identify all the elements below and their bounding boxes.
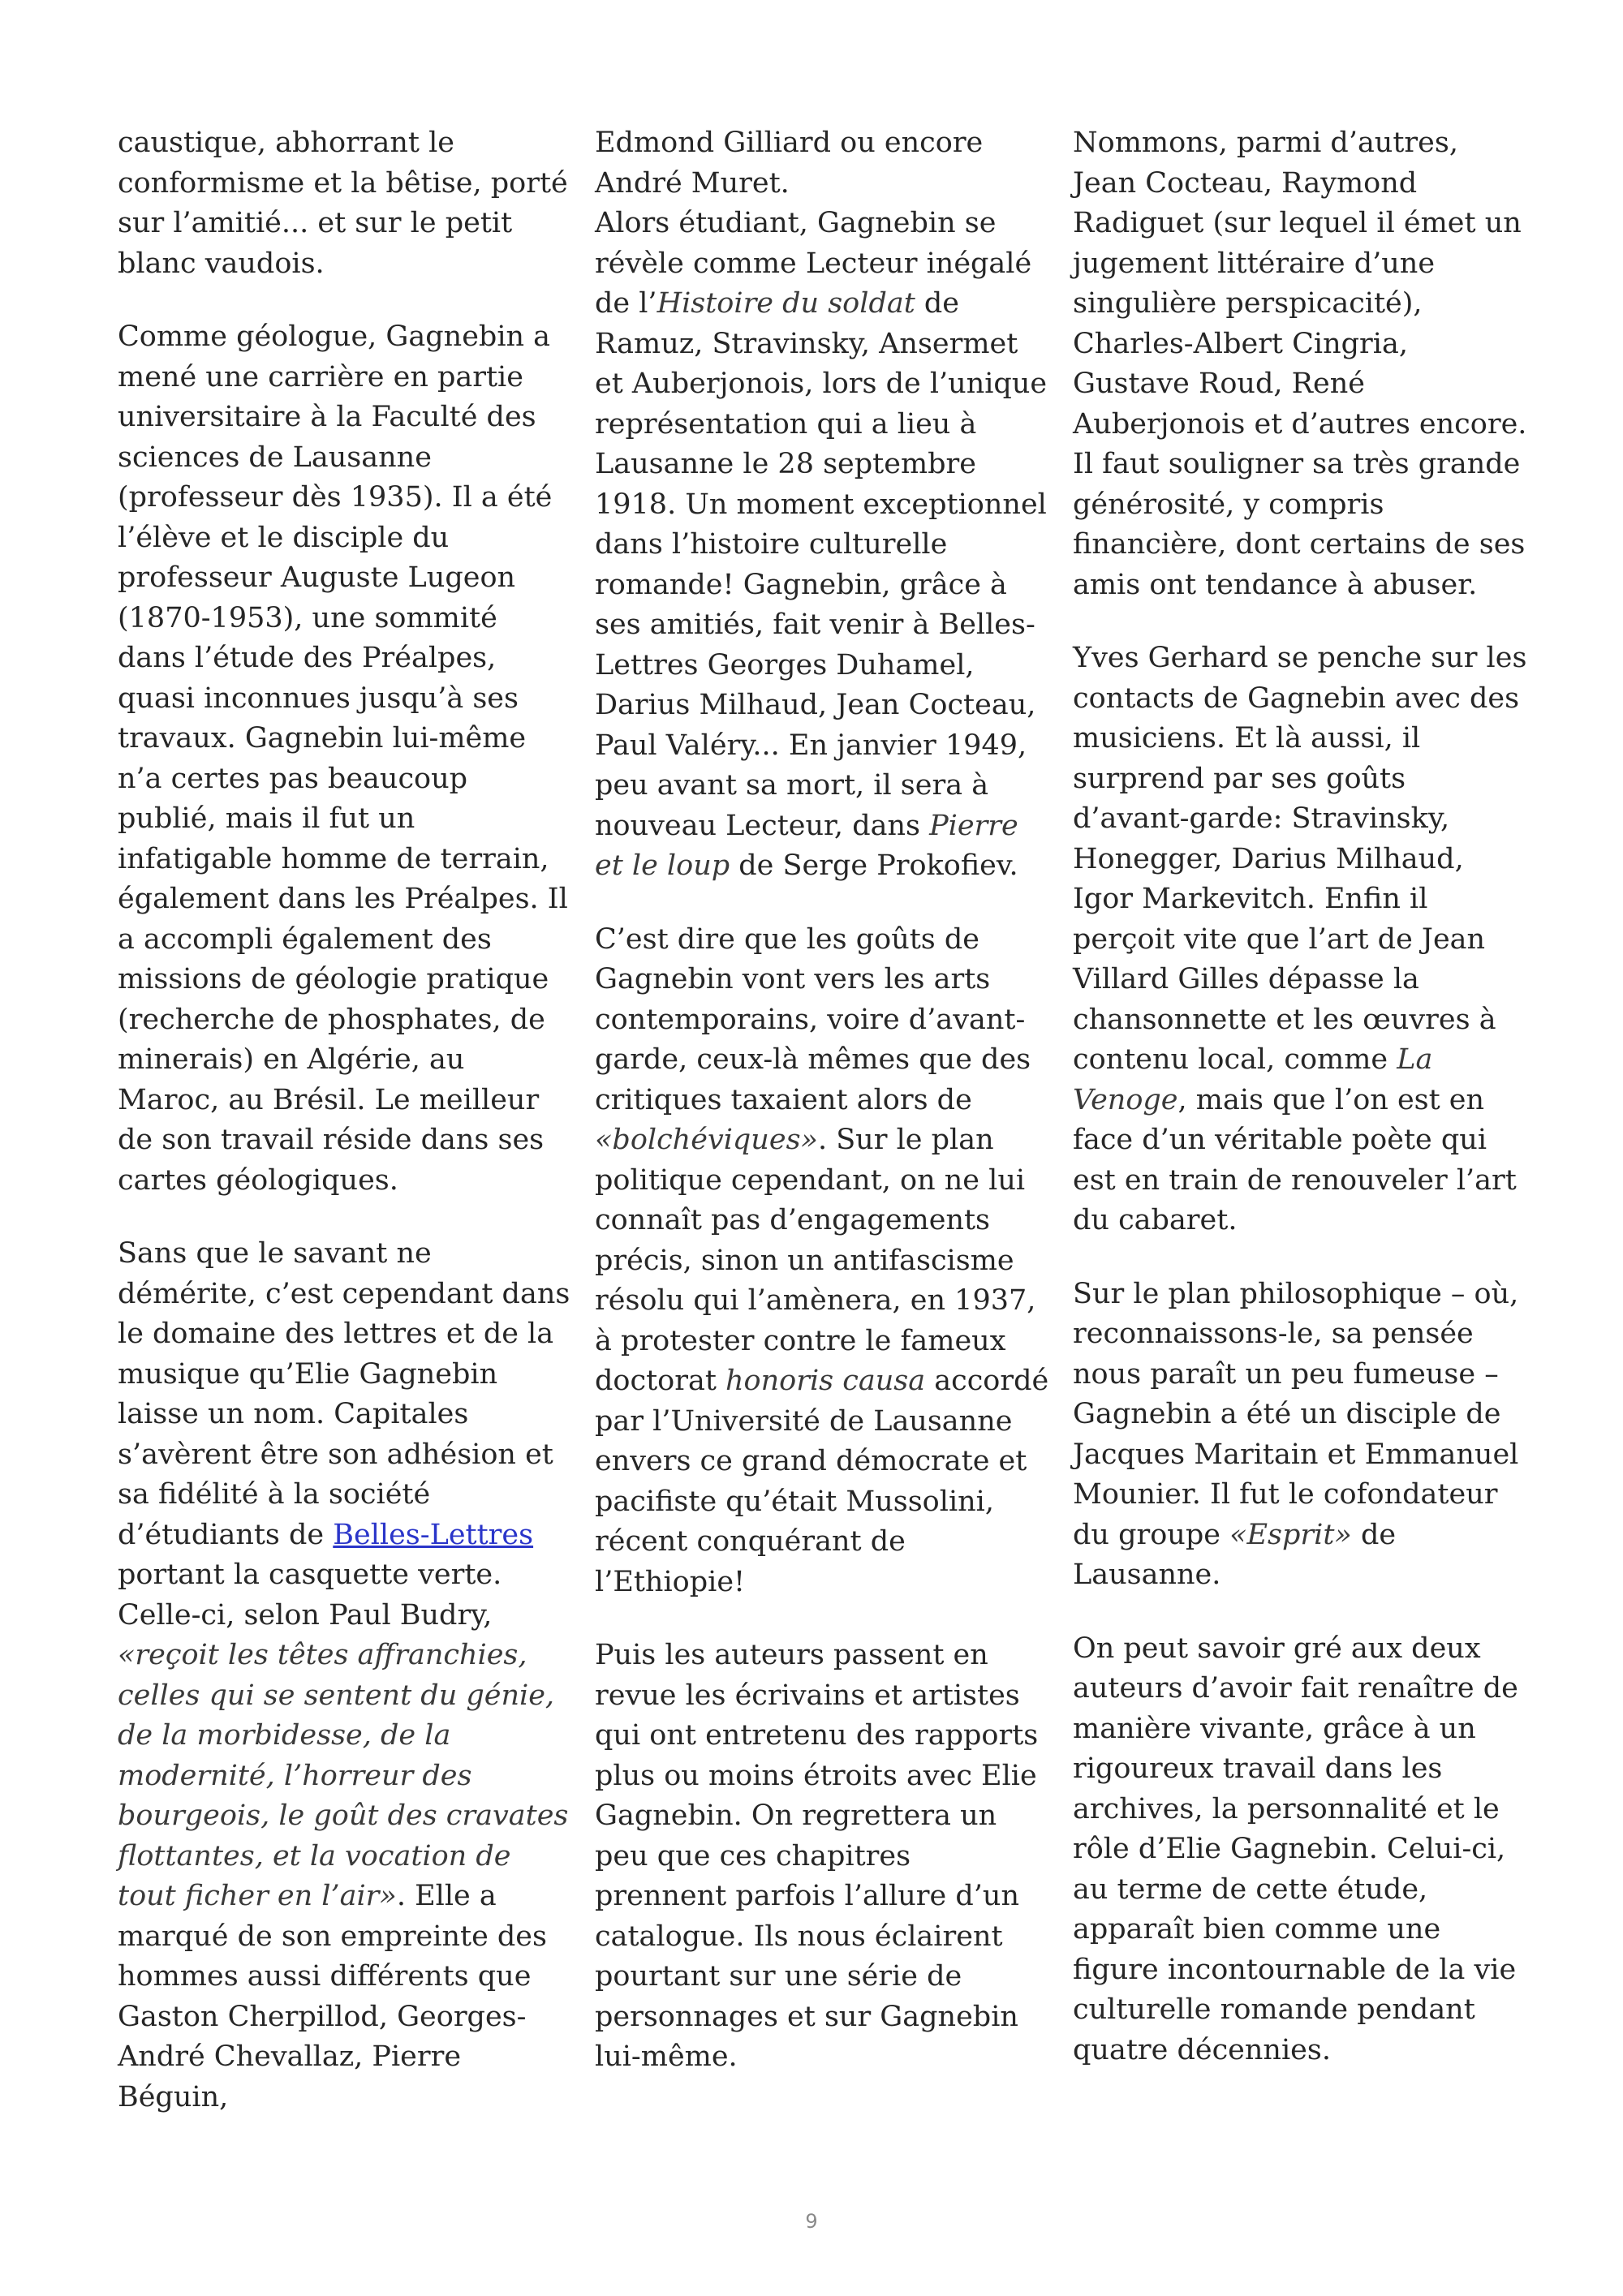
belles-lettres-link[interactable]: Belles-Lettres [333,1518,534,1551]
text-column-1 [118,123,572,2151]
text-run: , mais que l’on est en face d’un véritable poète qui est en train de renouveler l’art du cabaret. [1073,1083,1517,1236]
text-run: Nommons, parmi d’autres, Jean Cocteau, Raymond Radiguet (sur lequel il émet un jugement littéraire d’une singulière perspicacité), Charles-Albert Cingria, Gustave Roud, René Auberjonois et d’autres encore. Il faut souligner sa très grande générosité, y compris financière, dont certains de ses amis ont tendance à abuser. [1073,127,1527,601]
text-run: Sur le plan philosophique – où, reconnaissons-le, sa pensée nous paraît un peu fumeuse – Gagnebin a été un disciple de Jacques Maritain et Emmanuel Mounier. Il fut le cofondateur du groupe [1073,1277,1519,1551]
text-column-3 [1073,123,1527,2104]
text-run: caustique, abhorrant le conformisme et la bêtise, porté sur l’amitié... et sur le petit blanc vaudois. [118,127,568,280]
text-run: . Sur le plan politique cependant, on ne lui connaît pas d’engagements précis, sinon un antifascisme résolu qui l’amènera, en 1937, à protester contre le fameux doctorat [595,1124,1036,1397]
italic-text: «Esprit» [1229,1518,1352,1551]
text-run: de Serge Prokofiev. [730,849,1018,882]
italic-text: La Venoge [1073,1043,1433,1116]
italic-text: honoris causa [725,1365,926,1397]
italic-text: «bolchéviques» [595,1124,818,1156]
paragraph [1073,638,1527,1241]
text-run: Sans que le savant ne démérite, c’est cependant dans le domaine des lettres et de la musique qu’Elie Gagnebin laisse un nom. Capitales s’avèrent être son adhésion et sa fidélité à la société d’étudiants de [118,1237,570,1551]
paragraph [1073,123,1527,605]
paragraph [1073,1629,1527,2071]
text-run: C’est dire que les goûts de Gagnebin vont vers les arts contemporains, voire d’avant-garde, ceux-là mêmes que des critiques taxaient alors de [595,922,1031,1116]
paragraph [595,204,1049,887]
text-run: Comme géologue, Gagnebin a mené une carrière en partie universitaire à la Faculté des sciences de Lausanne (professeur dès 1935). Il a été l’élève et le disciple du professeur Auguste Lugeon (1870-1953), une sommité dans l’étude des Préalpes, quasi inconnues jusqu’à ses travaux. Gagnebin lui-même n’a certes pas beaucoup publié, mais il fut un infatigable homme de terrain, également dans les Préalpes. Il a accompli également des missions de géologie pratique (recherche de phosphates, de minerais) en Algérie, au Maroc, au Brésil. Le meilleur de son travail réside dans ses cartes géologiques. [118,320,568,1197]
paragraph [595,920,1049,1603]
text-run: Puis les auteurs passent en revue les écrivains et artistes qui ont entretenu des rapports plus ou moins étroits avec Elie Gagnebin. On regrettera un peu que ces chapitres prennent parfois l’allure d’un catalogue. Ils nous éclairent pourtant sur une série de personnages et sur Gagnebin lui-même. [595,1639,1039,2073]
italic-text: Pierre et le loup [595,809,1018,882]
text-run: portant la casquette verte. Celle-ci, selon Paul Budry, [118,1559,502,1632]
page-number: 9 [805,2210,818,2233]
text-run: Yves Gerhard se penche sur les contacts de Gagnebin avec des musiciens. Et là aussi, il surprend par ses goûts d’avant-garde: Stravinsky, Honegger, Darius Milhaud, Igor Markevitch. Enfin il perçoit vite que l’art de Jean Villard Gilles dépasse la chansonnette et les œuvres à contenu local, comme [1073,642,1527,1076]
text-run: Edmond Gilliard ou encore André Muret. [595,127,984,200]
text-run: . Elle a marqué de son empreinte des hommes aussi différents que Gaston Cherpillod, Georges-André Chevallaz, Pierre Béguin, [118,1880,547,2113]
text-run: Alors étudiant, Gagnebin se révèle comme Lecteur inégalé de l’ [595,207,1032,320]
text-column-2 [595,123,1049,2111]
paragraph [118,317,572,1201]
paragraph [595,1636,1049,2078]
paragraph [118,1234,572,2118]
italic-text: «reçoit les têtes affranchies, celles qui se sentent du génie, de la morbidesse, de la modernité, l’horreur des bourgeois, le goût des cravates flottantes, et la vocation de tout ficher en l’air» [118,1639,569,1912]
text-run: On peut savoir gré aux deux auteurs d’avoir fait renaître de manière vivante, grâce à un rigoureux travail dans les archives, la personnalité et le rôle d’Elie Gagnebin. Celui-ci, au terme de cette étude, apparaît bien comme une figure incontournable de la vie culturelle romande pendant quatre décennies. [1073,1632,1518,2066]
paragraph [118,123,572,284]
text-run: accordé par l’Université de Lausanne envers ce grand démocrate et pacifiste qu’était Mussolini, récent conquérant de l’Ethiopie! [595,1365,1049,1598]
paragraph [1073,1275,1527,1596]
text-run: de Ramuz, Stravinsky, Ansermet et Auberjonois, lors de l’unique représentation qui a lieu à Lausanne le 28 septembre 1918. Un moment exceptionnel dans l’histoire culturelle romande! Gagnebin, grâce à ses amitiés, fait venir à Belles-Lettres Georges Duhamel, Darius Milhaud, Jean Cocteau, Paul Valéry... En janvier 1949, peu avant sa mort, il sera à nouveau Lecteur, dans [595,287,1048,842]
paragraph [595,123,1049,204]
italic-text: Histoire du soldat [657,287,915,320]
text-run: de Lausanne. [1073,1518,1397,1591]
